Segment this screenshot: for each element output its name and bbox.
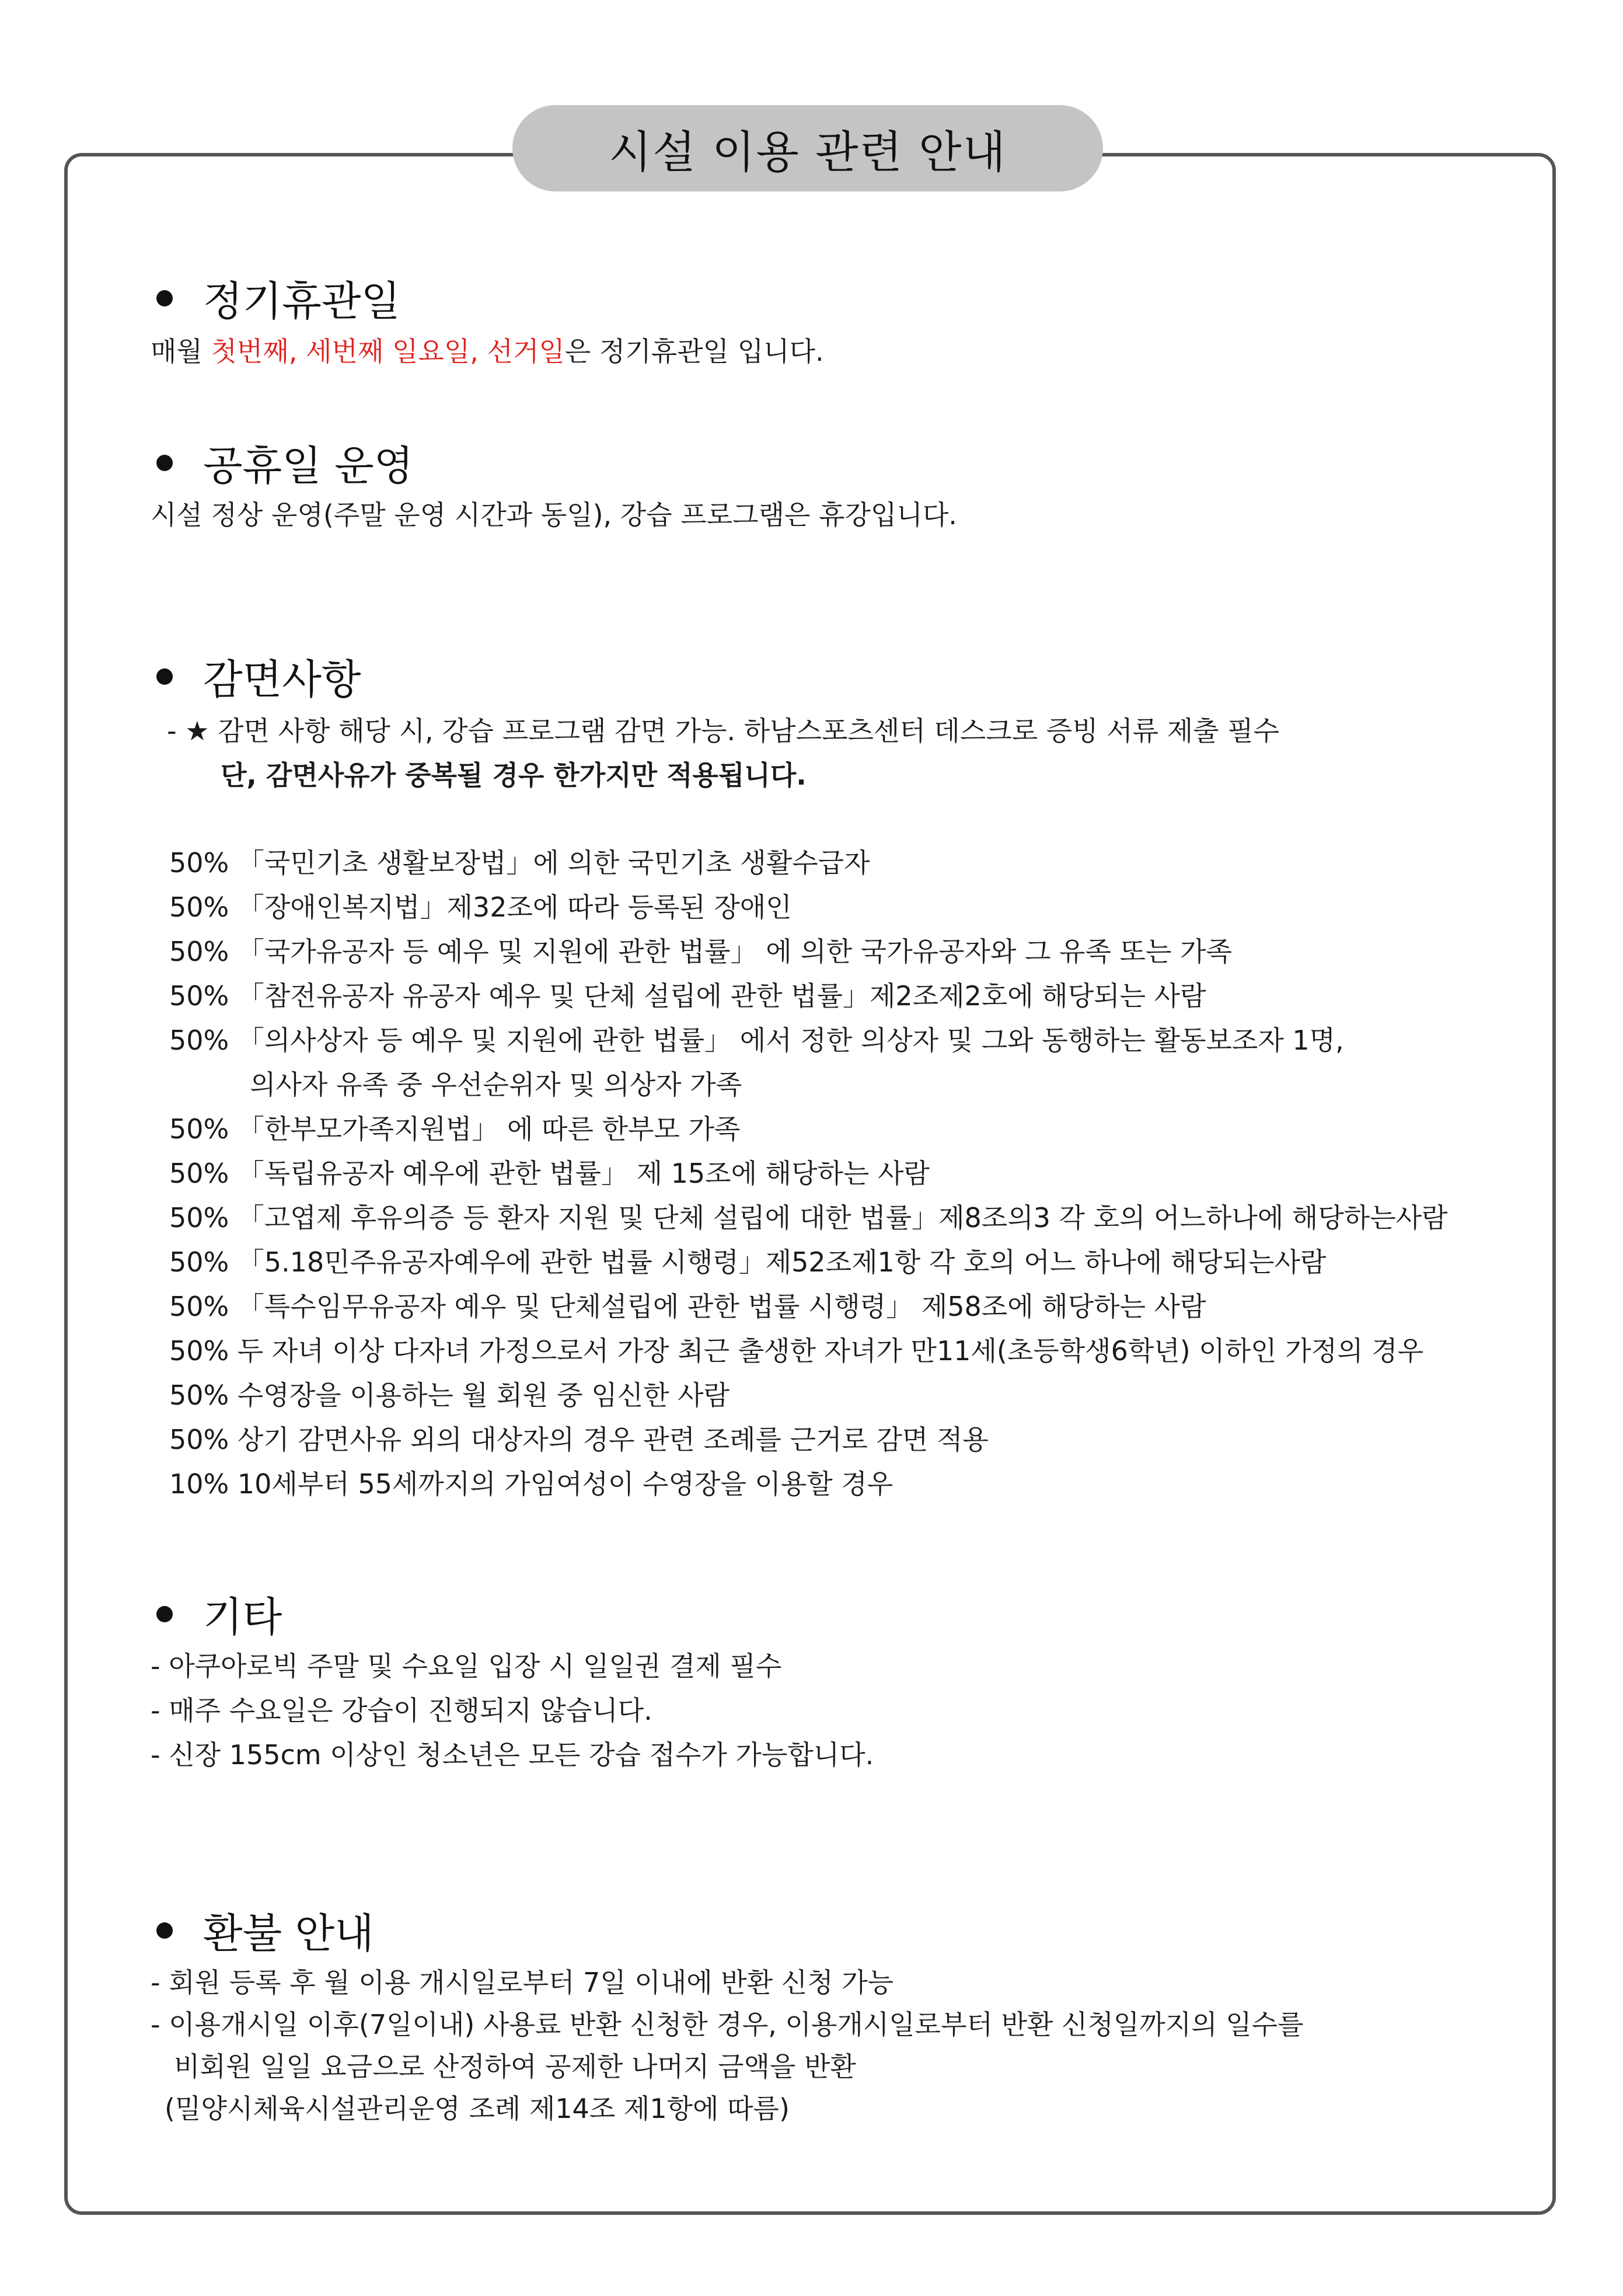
discount-item: [169, 1112, 740, 1147]
refund-line: 비회원 일일 요금으로 산정하여 공제한 나머지 금액을 반환: [174, 2051, 856, 2082]
discount-text: 「특수임무유공자 예우 및 단체설립에 관한 법률 시행령」 제58조에 해당하는 사람: [237, 1291, 1206, 1322]
page-title: 시설 이용 관련 안내: [512, 105, 1103, 191]
etc-line: - 신장 155cm 이상인 청소년은 모든 강습 접수가 가능합니다.: [151, 1739, 874, 1771]
section-heading-holiday: [156, 433, 413, 492]
closed-day-prefix: 매월: [151, 336, 211, 367]
discount-text: 「장애인복지법」제32조에 따라 등록된 장애인: [237, 891, 792, 923]
discount-item-continued: [250, 1067, 742, 1102]
refund-heading: 환불 안내: [203, 1910, 374, 1957]
discount-text: 「참전유공자 유공자 예우 및 단체 설립에 관한 법률」제2조제2호에 해당되는 사람: [237, 980, 1206, 1012]
discount-heading: 감면사항: [203, 656, 361, 703]
discount-text: 「국가유공자 등 예우 및 지원에 관한 법률」 에 의한 국가유공자와 그 유족 또는 가족: [237, 936, 1232, 967]
discount-rate: 50%: [169, 847, 229, 879]
bullet-icon: [156, 455, 173, 471]
bullet-icon: [156, 1922, 173, 1939]
discount-item: [169, 934, 1232, 969]
discount-text: 「의사상자 등 예우 및 지원에 관한 법률」 에서 정한 의상자 및 그와 동행하는 활동보조자 1명,: [237, 1025, 1344, 1056]
discount-text: 「독립유공자 예우에 관한 법률」 제 15조에 해당하는 사람: [237, 1158, 930, 1189]
discount-note: - ★ 감면 사항 해당 시, 강습 프로그램 감면 가능. 하남스포츠센터 데스크로 증빙 서류 제출 필수: [167, 715, 1280, 747]
discount-item: [169, 1422, 989, 1457]
discount-rate: 50%: [169, 1379, 229, 1411]
discount-rate: 50%: [169, 1335, 229, 1367]
section-heading-refund: [156, 1901, 374, 1960]
discount-item: [169, 978, 1206, 1013]
discount-text: 「한부모가족지원법」 에 따른 한부모 가족: [237, 1113, 741, 1145]
discount-item: [169, 1245, 1326, 1280]
holiday-heading: 공휴일 운영: [203, 442, 414, 490]
discount-text: 「5.18민주유공자예우에 관한 법률 시행령」제52조제1항 각 호의 어느 하나에 해당되는사람: [237, 1246, 1327, 1278]
section-heading-closed-day: [156, 269, 400, 327]
discount-item: [169, 1466, 893, 1501]
closed-day-text: [151, 334, 824, 369]
holiday-text: 시설 정상 운영(주말 운영 시간과 동일), 강습 프로그램은 휴강입니다.: [151, 499, 957, 531]
discount-item: [169, 890, 792, 925]
discount-rate: 50%: [169, 1291, 229, 1322]
etc-line: - 매주 수요일은 강습이 진행되지 않습니다.: [151, 1695, 652, 1726]
discount-rate: 50%: [169, 891, 229, 923]
bullet-icon: [156, 668, 173, 685]
discount-rate: 50%: [169, 1025, 229, 1056]
discount-rate: 50%: [169, 980, 229, 1012]
discount-rate: 50%: [169, 1158, 229, 1189]
section-heading-discount: [156, 647, 361, 706]
discount-rate: 50%: [169, 1246, 229, 1278]
refund-line: - 회원 등록 후 월 이용 개시일로부터 7일 이내에 반환 신청 가능: [151, 1967, 894, 1998]
discount-text: 수영장을 이용하는 월 회원 중 임신한 사람: [237, 1379, 730, 1411]
bullet-icon: [156, 1606, 173, 1622]
discount-item: [169, 1200, 1448, 1235]
etc-heading: 기타: [203, 1593, 282, 1641]
discount-item: [169, 1289, 1206, 1324]
discount-item: [169, 1378, 730, 1413]
discount-note-bold: 단, 감면사유가 중복될 경우 한가지만 적용됩니다.: [221, 759, 807, 791]
discount-rate: 50%: [169, 1202, 229, 1234]
closed-day-heading: 정기휴관일: [203, 277, 401, 325]
closed-day-suffix: 은 정기휴관일 입니다.: [564, 336, 824, 367]
discount-rate: 50%: [169, 1424, 229, 1455]
discount-rate: 10%: [169, 1468, 229, 1500]
discount-item: [169, 1156, 930, 1191]
discount-rate: 50%: [169, 936, 229, 967]
closed-day-highlight: 첫번째, 세번째 일요일, 선거일: [211, 336, 565, 367]
section-heading-etc: [156, 1584, 282, 1643]
discount-item: [169, 1333, 1423, 1368]
discount-text: 의사자 유족 중 우선순위자 및 의상자 가족: [250, 1069, 742, 1100]
discount-text: 10세부터 55세까지의 가임여성이 수영장을 이용할 경우: [237, 1468, 893, 1500]
discount-text: 두 자녀 이상 다자녀 가정으로서 가장 최근 출생한 자녀가 만11세(초등학생6학년) 이하인 가정의 경우: [237, 1335, 1424, 1367]
etc-line: - 아쿠아로빅 주말 및 수요일 입장 시 일일권 결제 필수: [151, 1650, 782, 1682]
refund-line: (밀양시체육시설관리운영 조례 제14조 제1항에 따름): [165, 2093, 790, 2124]
discount-text: 「국민기초 생활보장법」에 의한 국민기초 생활수급자: [237, 847, 870, 879]
discount-item: [169, 1023, 1344, 1058]
discount-item: [169, 845, 870, 880]
discount-text: 상기 감면사유 외의 대상자의 경우 관련 조례를 근거로 감면 적용: [237, 1424, 989, 1455]
discount-text: 「고엽제 후유의증 등 환자 지원 및 단체 설립에 대한 법률」제8조의3 각 호의 어느하나에 해당하는사람: [237, 1202, 1448, 1234]
bullet-icon: [156, 290, 173, 306]
discount-rate: 50%: [169, 1113, 229, 1145]
refund-line: - 이용개시일 이후(7일이내) 사용료 반환 신청한 경우, 이용개시일로부터 반환 신청일까지의 일수를: [151, 2009, 1304, 2040]
